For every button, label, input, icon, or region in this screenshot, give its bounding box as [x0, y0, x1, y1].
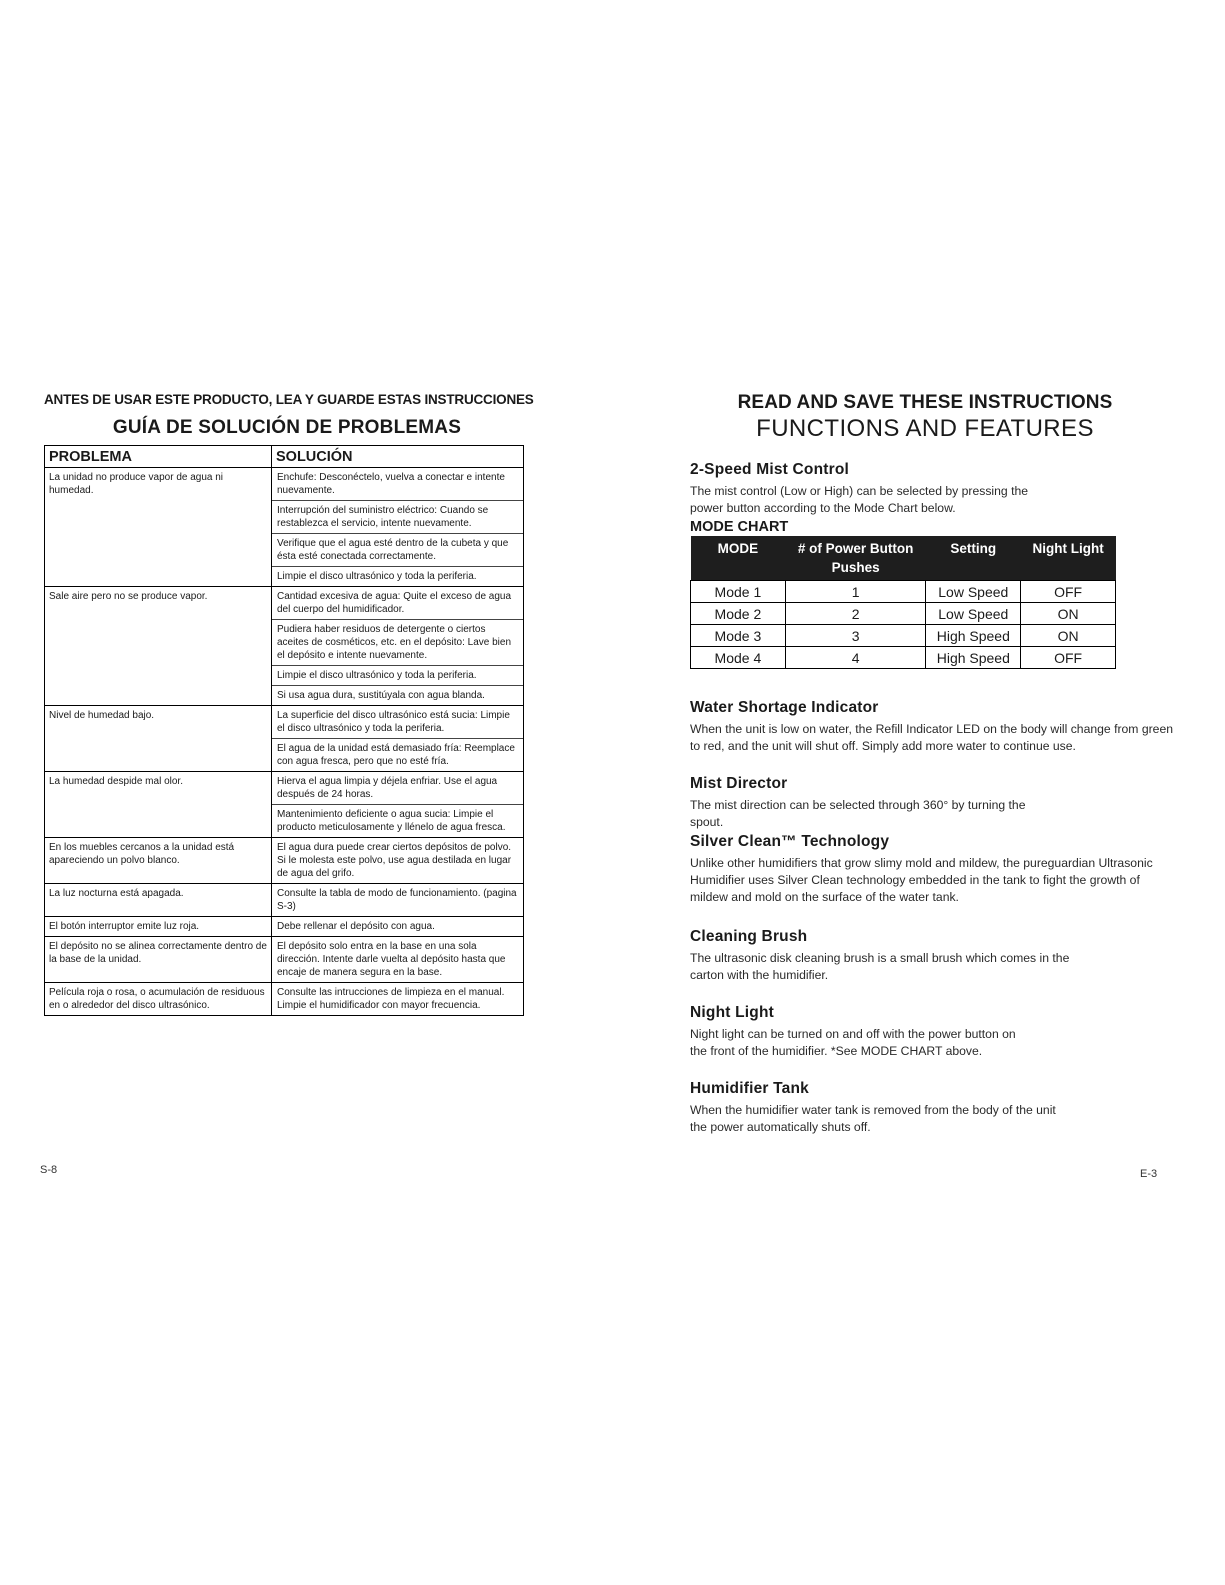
spanish-header: ANTES DE USAR ESTE PRODUCTO, LEA Y GUARDE ESTAS INSTRUCCIONES	[44, 392, 534, 407]
section-mist-director	[690, 775, 1180, 831]
page-number-left: S-8	[40, 1164, 58, 1176]
table-row	[45, 587, 524, 706]
mist-director-heading: Mist Director	[690, 775, 788, 792]
mode-row	[691, 647, 1116, 669]
solution-item: Limpie el disco ultrasónico y toda la periferia.	[272, 665, 523, 685]
night-light-header: Night Light	[1021, 536, 1116, 581]
night-light-cell: OFF	[1021, 581, 1116, 603]
solution-item: Si usa agua dura, sustitúyala con agua blanda.	[272, 685, 523, 705]
humidifier-tank-heading: Humidifier Tank	[690, 1080, 809, 1097]
pushes-cell: 4	[785, 647, 926, 669]
mist-control-text: The mist control (Low or High) can be selected by pressing the power button according to the Mode Chart below.	[690, 484, 1029, 515]
solution-item: El depósito solo entra en la base en una sola dirección. Intente darle vuelta al depósito hasta que encaje de manera segura en la base.	[277, 941, 506, 978]
solution-item: Cantidad excesiva de agua: Quite el exceso de agua del cuerpo del humidificador.	[277, 591, 512, 615]
solution-item: Debe rellenar el depósito con agua.	[277, 921, 435, 932]
table-row	[45, 917, 524, 937]
setting-cell: Low Speed	[926, 603, 1021, 625]
night-light-cell: ON	[1021, 603, 1116, 625]
solution-item: La superficie del disco ultrasónico está sucia: Limpie el disco ultrasónico y toda la periferia.	[277, 710, 510, 734]
english-page	[690, 392, 1180, 1136]
solution-item: Limpie el disco ultrasónico y toda la periferia.	[272, 566, 523, 586]
spanish-title: GUÍA DE SOLUCIÓN DE PROBLEMAS	[112, 417, 462, 438]
page-number-right: E-3	[1140, 1168, 1158, 1180]
solution-cell	[272, 587, 524, 706]
mode-cell: Mode 2	[691, 603, 786, 625]
silver-clean-heading: Silver Clean™ Technology	[690, 833, 890, 850]
mode-cell: Mode 3	[691, 625, 786, 647]
section-water-shortage	[690, 699, 1180, 755]
setting-cell: High Speed	[926, 625, 1021, 647]
mode-chart-table	[690, 536, 1116, 669]
pushes-header: # of Power Button Pushes	[785, 536, 926, 581]
solution-cell	[272, 917, 524, 937]
solution-item: Verifique que el agua esté dentro de la cubeta y que ésta esté conectada correctamente.	[272, 533, 523, 566]
table-row	[45, 706, 524, 772]
solution-item: Interrupción del suministro eléctrico: Cuando se restablezca el servicio, intente nuevamente.	[272, 500, 523, 533]
column-header-problema: PROBLEMA	[45, 446, 272, 468]
pushes-cell: 1	[785, 581, 926, 603]
section-mist-control	[690, 461, 1180, 517]
solution-item: El agua dura puede crear ciertos depósitos de polvo. Si le molesta este polvo, use agua destilada en lugar de agua del grifo.	[277, 842, 512, 879]
setting-cell: Low Speed	[926, 581, 1021, 603]
cleaning-brush-heading: Cleaning Brush	[690, 928, 808, 945]
setting-header: Setting	[926, 536, 1021, 581]
solution-cell	[272, 884, 524, 917]
mist-control-heading: 2-Speed Mist Control	[690, 461, 850, 478]
problem-cell: El botón interruptor emite luz roja.	[45, 917, 272, 937]
mode-chart-title: MODE CHART	[690, 519, 789, 535]
pushes-cell: 2	[785, 603, 926, 625]
problem-cell: El depósito no se alinea correctamente dentro de la base de la unidad.	[45, 937, 272, 983]
section-night-light	[690, 1004, 1180, 1060]
mode-row	[691, 625, 1116, 647]
solution-cell	[272, 937, 524, 983]
silver-clean-text: Unlike other humidifiers that grow slimy mold and mildew, the pureguardian Ultrasonic Humidifier uses Silver Clean technology embedded in the tank to fight the growth of mildew and mold on the surface of the water tank.	[690, 856, 1153, 904]
problem-cell: En los muebles cercanos a la unidad está apareciendo un polvo blanco.	[45, 838, 272, 884]
solution-cell	[272, 468, 524, 587]
problem-cell: La luz nocturna está apagada.	[45, 884, 272, 917]
night-light-text: Night light can be turned on and off with the power button on the front of the humidifier. *See MODE CHART above.	[690, 1027, 1016, 1058]
night-light-cell: ON	[1021, 625, 1116, 647]
mode-row	[691, 603, 1116, 625]
mode-row	[691, 581, 1116, 603]
pushes-cell: 3	[785, 625, 926, 647]
table-row	[45, 937, 524, 983]
troubleshooting-table	[44, 445, 524, 1016]
table-row	[45, 983, 524, 1016]
solution-item: Pudiera haber residuos de detergente o ciertos aceites de cosméticos, etc. en el depósito: Lave bien el depósito e intente nuevamente.	[272, 619, 523, 665]
night-light-cell: OFF	[1021, 647, 1116, 669]
solution-item: El agua de la unidad está demasiado fría: Reemplace con agua fresca, pero que no esté fría.	[272, 738, 523, 771]
column-header-solucion: SOLUCIÓN	[272, 446, 524, 468]
english-title: FUNCTIONS AND FEATURES	[756, 415, 1094, 442]
water-shortage-heading: Water Shortage Indicator	[690, 699, 879, 716]
solution-item: Consulte las intrucciones de limpieza en el manual. Limpie el humidificador con mayor frecuencia.	[277, 987, 505, 1011]
mode-cell: Mode 4	[691, 647, 786, 669]
problem-cell: Película roja o rosa, o acumulación de residuous en o alrededor del disco ultrasónico.	[45, 983, 272, 1016]
problem-cell: La unidad no produce vapor de agua ni humedad.	[45, 468, 272, 587]
table-row	[45, 838, 524, 884]
mode-cell: Mode 1	[691, 581, 786, 603]
solution-item: Hierva el agua limpia y déjela enfriar. Use el agua después de 24 horas.	[277, 776, 498, 800]
solution-cell	[272, 838, 524, 884]
table-row	[45, 772, 524, 838]
spanish-page	[44, 392, 534, 1016]
mist-director-text: The mist direction can be selected through 360° by turning the spout.	[690, 798, 1026, 829]
problem-cell: Nivel de humedad bajo.	[45, 706, 272, 772]
night-light-heading: Night Light	[690, 1004, 774, 1021]
water-shortage-text: When the unit is low on water, the Refill Indicator LED on the body will change from green to red, and the unit will shut off. Simply add more water to continue use.	[690, 722, 1174, 753]
solution-cell	[272, 772, 524, 838]
cleaning-brush-text: The ultrasonic disk cleaning brush is a small brush which comes in the carton with the humidifier.	[690, 951, 1070, 982]
setting-cell: High Speed	[926, 647, 1021, 669]
solution-item: Enchufe: Desconéctelo, vuelva a conectar e intente nuevamente.	[277, 472, 505, 496]
problem-cell: La humedad despide mal olor.	[45, 772, 272, 838]
problem-cell: Sale aire pero no se produce vapor.	[45, 587, 272, 706]
table-row	[45, 468, 524, 587]
solution-cell	[272, 706, 524, 772]
section-humidifier-tank	[690, 1080, 1180, 1136]
humidifier-tank-text: When the humidifier water tank is removed from the body of the unit the power automatically shuts off.	[690, 1103, 1056, 1134]
mode-header: MODE	[691, 536, 786, 581]
solution-cell	[272, 983, 524, 1016]
section-cleaning-brush	[690, 928, 1180, 984]
section-silver-clean	[690, 833, 1180, 906]
solution-item: Mantenimiento deficiente o agua sucia: Limpie el producto meticulosamente y llénelo de agua fresca.	[272, 804, 523, 837]
table-row	[45, 884, 524, 917]
solution-item: Consulte la tabla de modo de funcionamiento. (pagina S-3)	[277, 888, 517, 912]
english-header: READ AND SAVE THESE INSTRUCTIONS	[737, 392, 1113, 413]
